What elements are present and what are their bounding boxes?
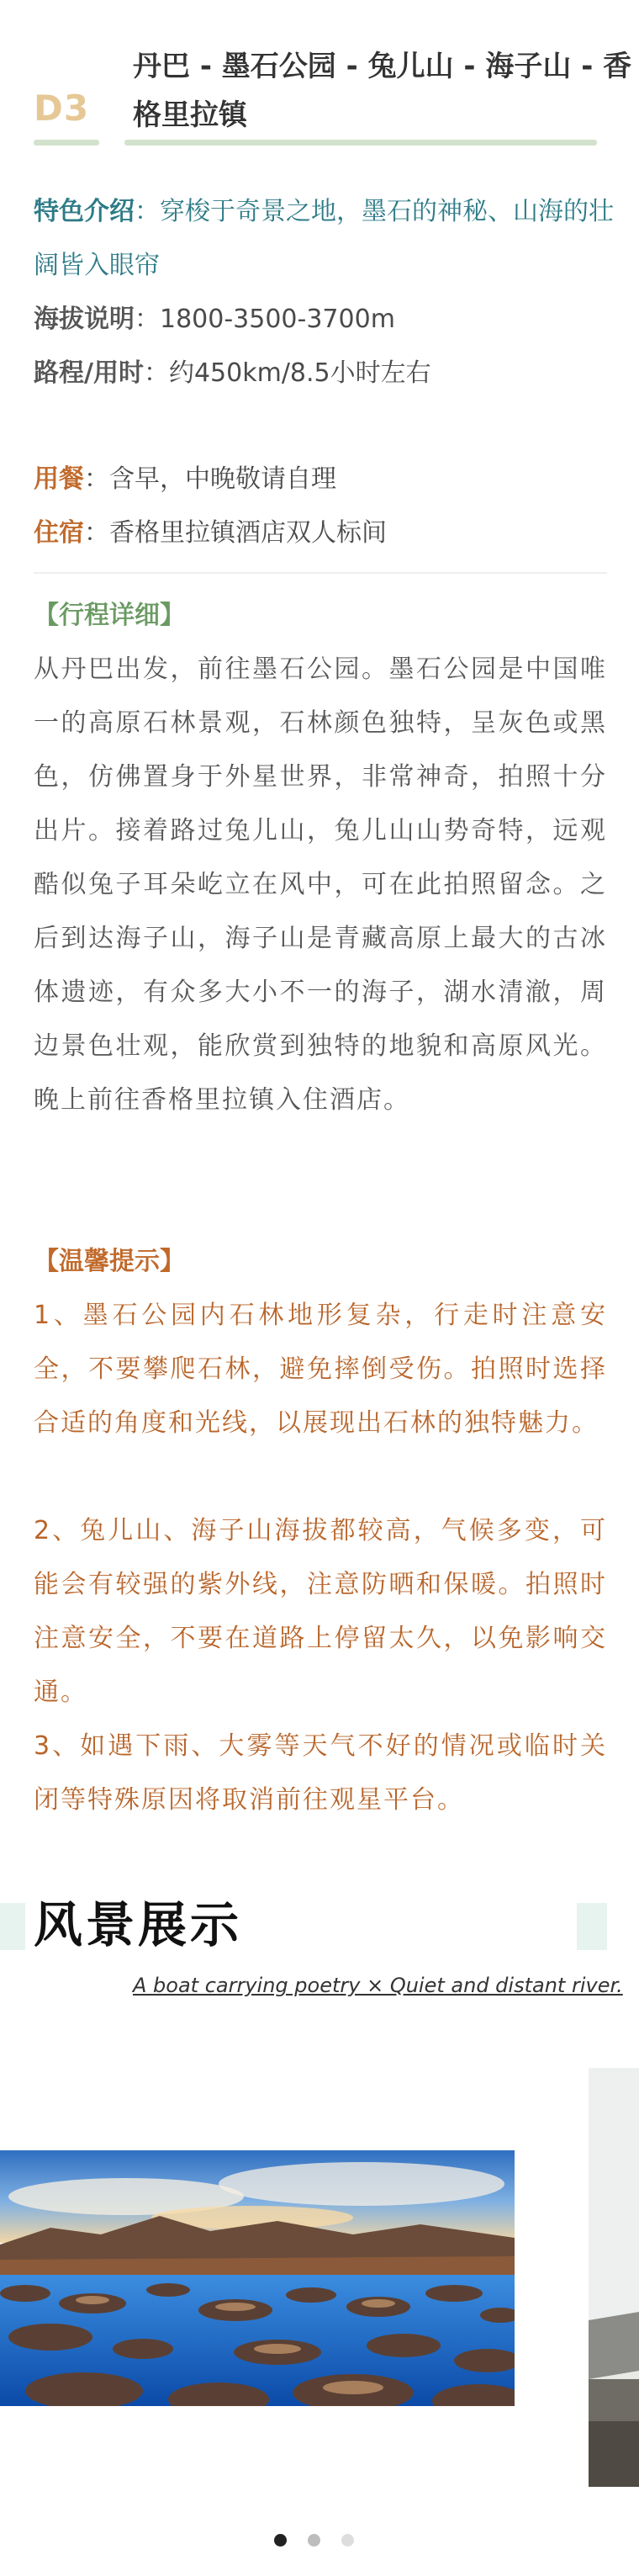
altitude-line bbox=[34, 293, 614, 347]
stay-line bbox=[34, 506, 614, 560]
details-title: 【行程详细】 bbox=[34, 601, 185, 630]
route-label: 路程/用时 bbox=[34, 358, 144, 388]
scenery-title: 风景展示 bbox=[34, 1896, 243, 1953]
meal-label: 用餐 bbox=[34, 464, 84, 494]
meal-value: 含早，中晚敬请自理 bbox=[109, 464, 336, 494]
day-tag: D3 bbox=[34, 87, 90, 129]
colon: ： bbox=[84, 464, 109, 494]
scenery-accent-right bbox=[577, 1903, 607, 1950]
carousel-dot-2[interactable] bbox=[308, 2534, 320, 2547]
tip-item-3: 3、如遇下雨、大雾等天气不好的情况或临时关闭等特殊原因将取消前往观星平台。 bbox=[34, 1731, 607, 1815]
stay-label: 住宿 bbox=[34, 518, 84, 548]
details-text: 从丹巴出发，前往墨石公园。墨石公园是中国唯一的高原石林景观，石林颜色独特，呈灰色或黑色，仿佛置身于外星世界，非常神奇，拍照十分出片。接着路过兔儿山，兔儿山山势奇特，远观酷似兔子耳朵屹立在风中，可在此拍照留念。之后到达海子山，海子山是青藏高原上最大的古冰体遗迹，有众多大小不一的海子，湖水清澈，周边景色壮观，能欣赏到独特的地貌和高原风光。晚上前往香格里拉镇入住酒店。 bbox=[34, 655, 607, 1115]
altitude-label: 海拔说明 bbox=[34, 305, 135, 334]
tip-item-1: 1、墨石公园内石林地形复杂，行走时注意安全，不要攀爬石林，避免摔倒受伤。拍照时选择合适的角度和光线，以展现出石林的独特魅力。 bbox=[34, 1301, 607, 1438]
altitude-value: 1800-3500-3700m bbox=[160, 305, 395, 334]
feature-intro bbox=[34, 185, 614, 293]
scenery-photo[interactable] bbox=[0, 2150, 515, 2406]
scenery-accent-left bbox=[0, 1903, 25, 1950]
route-value: 约450km/8.5小时左右 bbox=[168, 358, 431, 388]
colon: ： bbox=[143, 358, 169, 388]
tip-item-2: 2、兔儿山、海子山海拔都较高，气候多变，可能会有较强的紫外线，注意防晒和保暖。拍照时注意安全，不要在道路上停留太久，以免影响交通。 bbox=[34, 1516, 607, 1707]
day-title: 丹巴 - 墨石公园 - 兔儿山 - 海子山 - 香格里拉镇 bbox=[133, 50, 632, 132]
day-tag-underline bbox=[34, 140, 99, 146]
carousel-dot-1[interactable] bbox=[274, 2534, 287, 2547]
colon: ： bbox=[84, 518, 109, 548]
next-scenery-photo[interactable] bbox=[589, 2068, 639, 2487]
feature-label: 特色介绍 bbox=[34, 197, 135, 226]
feature-text: 穿梭于奇景之地，墨石的神秘、山海的壮阔皆入眼帘 bbox=[34, 197, 614, 280]
stay-value: 香格里拉镇酒店双人标间 bbox=[109, 518, 387, 548]
colon: ： bbox=[135, 197, 160, 226]
scenery-subtitle: A boat carrying poetry × Quiet and distant river. bbox=[133, 1974, 623, 1997]
meal-line bbox=[34, 453, 614, 506]
day-title-underline bbox=[124, 140, 597, 146]
colon: ： bbox=[135, 305, 160, 334]
divider bbox=[34, 572, 607, 574]
route-line bbox=[34, 347, 614, 400]
day-header bbox=[34, 42, 632, 146]
tips-title: 【温馨提示】 bbox=[34, 1247, 185, 1276]
carousel-dot-3[interactable] bbox=[341, 2534, 354, 2547]
